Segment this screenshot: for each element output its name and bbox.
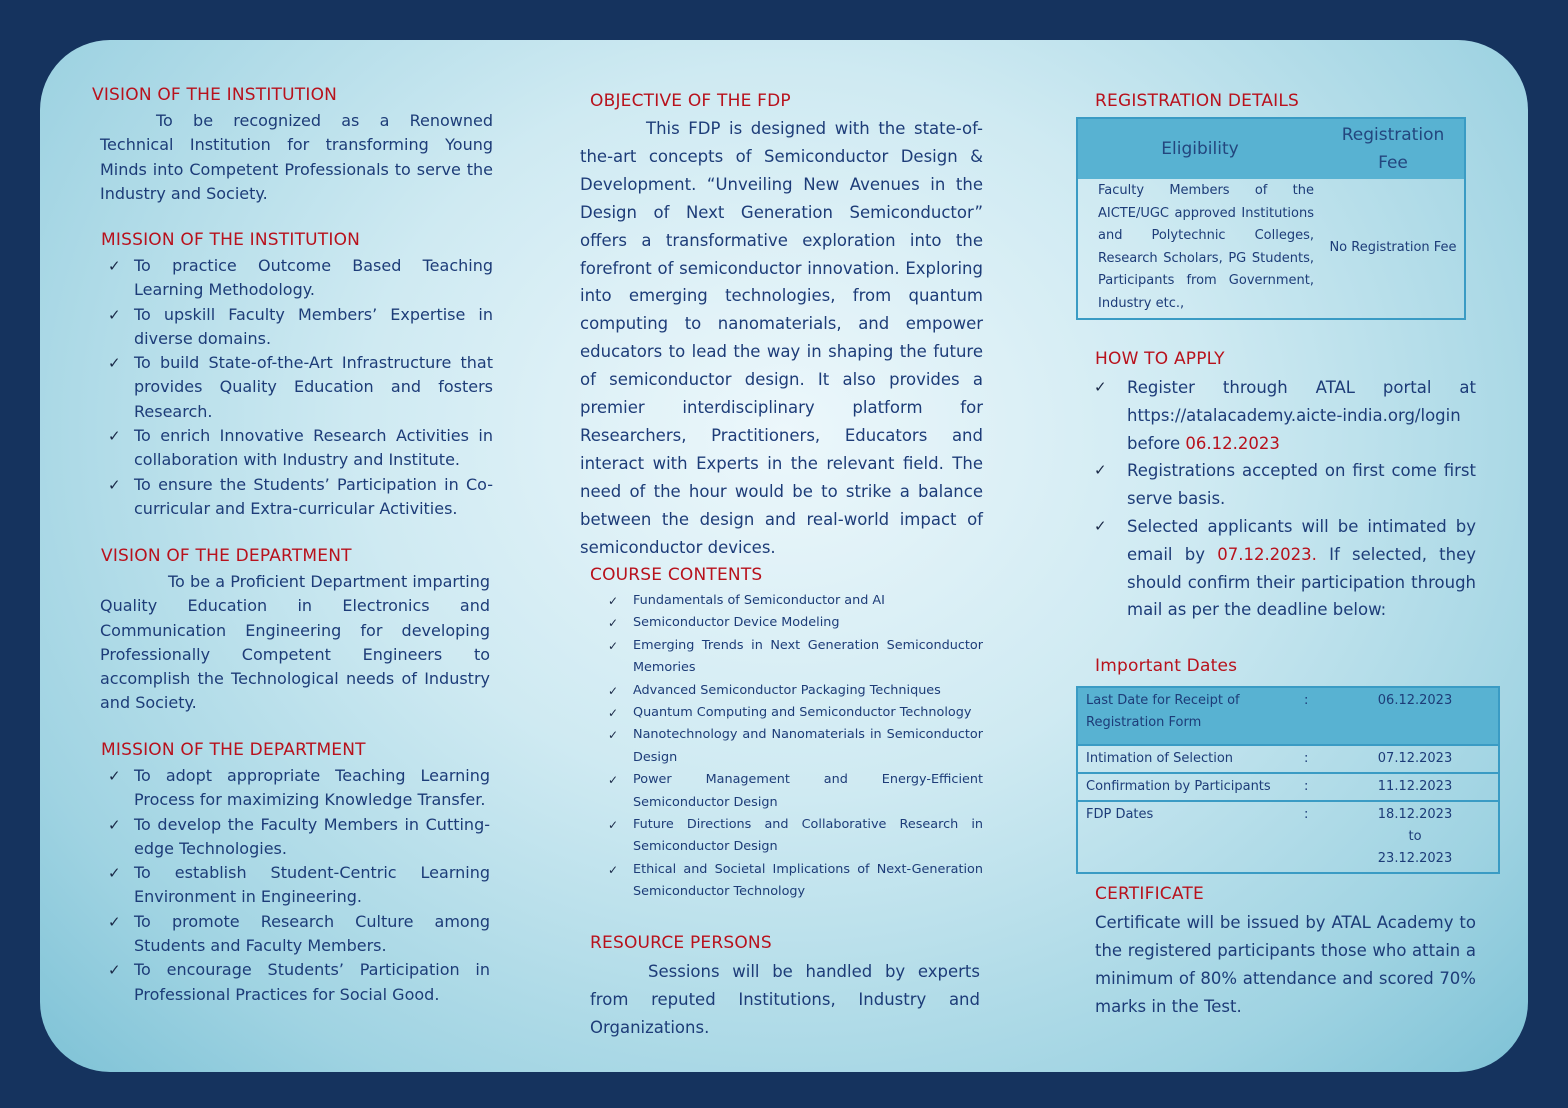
table-row	[1077, 773, 1499, 801]
date-value: 18.12.2023 to 23.12.2023	[1377, 807, 1453, 866]
date-value: 06.12.2023	[1332, 687, 1499, 745]
list-item: ✓ Semiconductor Device Modeling	[606, 612, 983, 634]
list-item: ✓ To upskill Faculty Members’ Expertise in diverse domains.	[100, 303, 493, 352]
list-item: ✓ Nanotechnology and Nanomaterials in Semiconductor Design	[606, 724, 983, 769]
date-separator: :	[1300, 773, 1332, 801]
date-label: Confirmation by Participants	[1077, 773, 1300, 801]
mission-institution-heading: MISSION OF THE INSTITUTION	[101, 230, 361, 250]
list-item: ✓ Register through ATAL portal at https://atalacademy.aicte-india.org/login before 06.12.2023	[1094, 374, 1476, 457]
list-item: ✓ To promote Research Culture among Students and Faculty Members.	[100, 910, 490, 959]
vision-institution-heading: VISION OF THE INSTITUTION	[92, 85, 338, 105]
eligibility-cell: Faculty Members of the AICTE/UGC approved Institutions and Polytechnic Colleges, Research Scholars, PG Students, Participants from Government, Industry etc.,	[1098, 183, 1314, 311]
table-header-row	[1077, 118, 1465, 179]
vision-department-heading: VISION OF THE DEPARTMENT	[101, 546, 352, 566]
objective-heading: OBJECTIVE OF THE FDP	[590, 91, 791, 111]
date-value: 07.12.2023	[1332, 745, 1499, 773]
table-row	[1077, 687, 1499, 745]
important-dates-heading: Important Dates	[1095, 656, 1238, 676]
list-item: ✓ To build State-of-the-Art Infrastructure that provides Quality Education and fosters Research.	[100, 351, 493, 424]
vision-institution-text: To be recognized as a Renowned Technical Institution for transforming Young Minds into Competent Professionals to serve the Industry and Society.	[100, 111, 493, 203]
course-contents-list	[606, 590, 983, 904]
list-item: ✓ To practice Outcome Based Teaching Learning Methodology.	[100, 254, 493, 303]
list-item: ✓ Fundamentals of Semiconductor and AI	[606, 590, 983, 612]
list-item: ✓ Power Management and Energy-Efficient Semiconductor Design	[606, 769, 983, 814]
resource-persons-heading: RESOURCE PERSONS	[590, 933, 772, 953]
mission-department-heading: MISSION OF THE DEPARTMENT	[101, 740, 366, 760]
vision-department-text: To be a Proficient Department imparting Quality Education in Electronics and Communication Engineering for developing Professionally Competent Engineers to accomplish the Technological needs of Industry and Society.	[100, 572, 490, 713]
list-item: ✓ Future Directions and Collaborative Research in Semiconductor Design	[606, 814, 983, 859]
list-item: ✓ To encourage Students’ Participation in Professional Practices for Social Good.	[100, 958, 490, 1007]
how-to-apply-heading: HOW TO APPLY	[1095, 349, 1225, 369]
list-item: ✓ Quantum Computing and Semiconductor Technology	[606, 702, 983, 724]
eligibility-header: Eligibility	[1077, 118, 1322, 179]
list-item: ✓ Advanced Semiconductor Packaging Techniques	[606, 680, 983, 702]
date-separator: :	[1304, 807, 1309, 822]
certificate-heading: CERTIFICATE	[1095, 884, 1204, 904]
list-item: ✓ Ethical and Societal Implications of Next-Generation Semiconductor Technology	[606, 859, 983, 904]
certificate-text: Certificate will be issued by ATAL Academy to the registered participants those who attain a minimum of 80% attendance and scored 70% marks in the Test.	[1095, 913, 1476, 1016]
table-row	[1077, 801, 1499, 873]
fee-cell: No Registration Fee	[1329, 240, 1457, 256]
table-row	[1077, 179, 1465, 319]
list-item: ✓ To develop the Faculty Members in Cutting-edge Technologies.	[100, 813, 490, 862]
brochure-panel	[40, 40, 1528, 1072]
date-label: FDP Dates	[1086, 807, 1154, 822]
date-separator: :	[1300, 687, 1332, 745]
mission-department-list	[100, 764, 490, 1007]
important-dates-table	[1076, 686, 1500, 874]
course-contents-heading: COURSE CONTENTS	[590, 565, 763, 585]
registration-heading: REGISTRATION DETAILS	[1095, 91, 1300, 111]
fee-header: Registration Fee	[1322, 118, 1465, 179]
objective-text: This FDP is designed with the state-of-the-art concepts of Semiconductor Design & Development. “Unveiling New Avenues in the Design of Next Generation Semiconductor” offers a transformative exploration into the forefront of semiconductor innovation. Exploring into emerging technologies, from quantum computing to nanomaterials, and empower educators to lead the way in shaping the future of semiconductor design. It also provides a premier interdisciplinary platform for Researchers, Practitioners, Educators and interact with Experts in the relevant field. The need of the hour would be to strike a balance between the design and real-world impact of semiconductor devices.	[580, 119, 983, 557]
list-item: ✓ To establish Student-Centric Learning Environment in Engineering.	[100, 861, 490, 910]
how-to-apply-list	[1094, 374, 1476, 624]
list-item: ✓ Registrations accepted on first come first serve basis.	[1094, 457, 1476, 513]
registration-table	[1076, 117, 1466, 320]
mission-institution-list	[100, 254, 493, 521]
date-label: Intimation of Selection	[1077, 745, 1300, 773]
list-item: ✓ To ensure the Students’ Participation in Co-curricular and Extra-curricular Activities.	[100, 473, 493, 522]
table-row	[1077, 745, 1499, 773]
resource-persons-text: Sessions will be handled by experts from reputed Institutions, Industry and Organizations.	[590, 962, 980, 1037]
list-item: ✓ To adopt appropriate Teaching Learning Process for maximizing Knowledge Transfer.	[100, 764, 490, 813]
list-item: ✓ Emerging Trends in Next Generation Semiconductor Memories	[606, 635, 983, 680]
date-separator: :	[1300, 745, 1332, 773]
date-label: Last Date for Receipt of Registration Form	[1077, 687, 1300, 745]
list-item: ✓ Selected applicants will be intimated by email by 07.12.2023. If selected, they should confirm their participation through mail as per the deadline below:	[1094, 513, 1476, 624]
list-item: ✓ To enrich Innovative Research Activities in collaboration with Industry and Institute.	[100, 424, 493, 473]
date-value: 11.12.2023	[1332, 773, 1499, 801]
